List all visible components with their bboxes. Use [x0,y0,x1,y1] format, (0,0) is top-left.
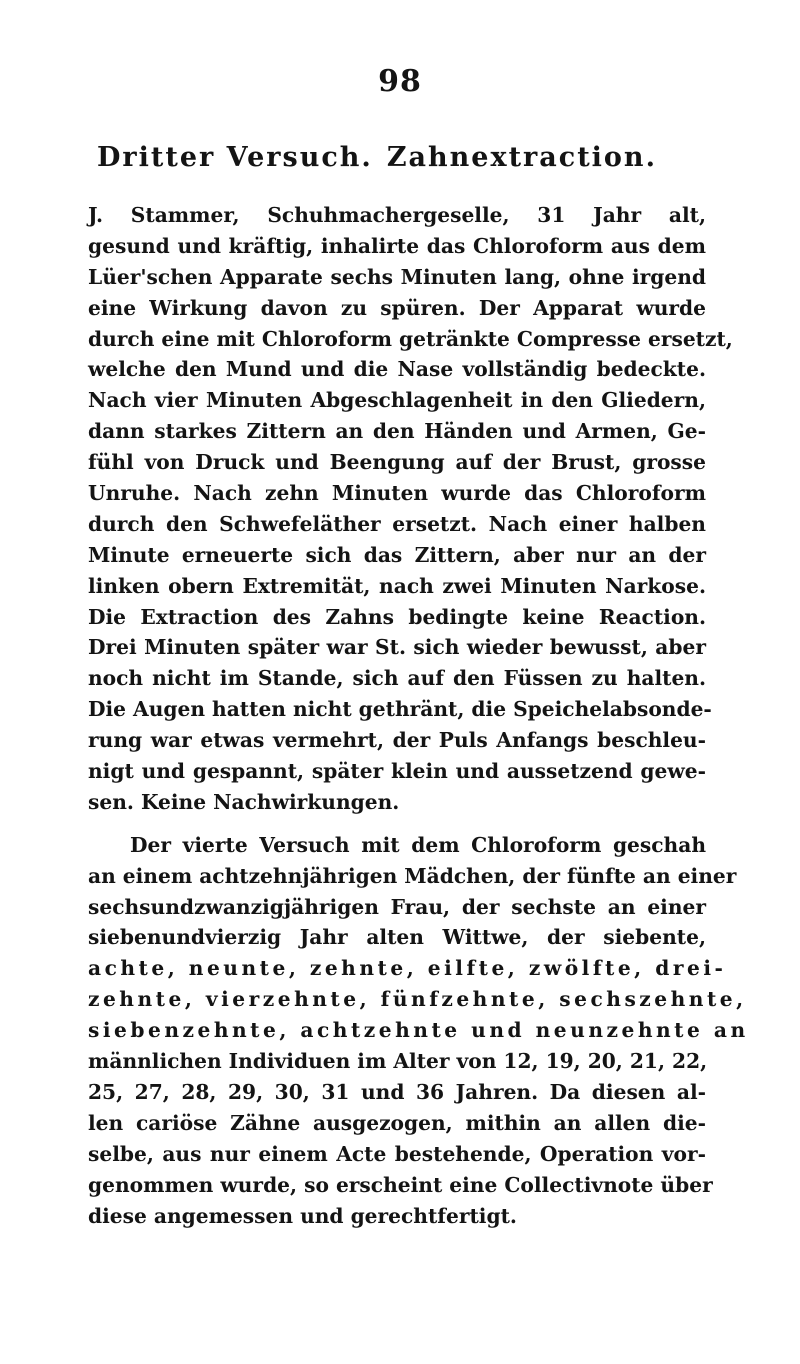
text-line: 25, 27, 28, 29, 30, 31 und 36 Jahren. Da diesen al- [88,1079,706,1104]
text-line: durch eine mit Chloroform getränkte Compresse ersetzt, [88,326,733,351]
body-text [88,200,749,1231]
text-line: Drei Minuten später war St. sich wieder bewusst, aber [88,635,706,660]
text-line: Die Extraction des Zahns bedingte keine Reaction. [88,604,706,629]
text-line: selbe, aus nur einem Acte bestehende, Operation vor- [88,1141,706,1166]
text-line: diese angemessen und gerechtfertigt. [88,1203,517,1228]
text-line: linken obern Extremität, nach zwei Minuten Narkose. [88,573,706,598]
text-line: J. Stammer, Schuhmachergeselle, 31 Jahr alt, [88,203,706,227]
section-heading [97,142,717,173]
page-number: 98 [378,64,422,99]
text-line: Die Augen hatten nicht gethränt, die Speichelabsonde- [88,697,712,722]
text-line: fühl von Druck und Beengung auf der Brust, grosse [88,450,706,475]
paragraph-further-experiments [88,830,749,1232]
heading-experiment: Dritter Versuch. [97,142,373,173]
text-line: gesund und kräftig, inhalirte das Chloroform aus dem [88,233,706,258]
text-line: an einem achtzehnjährigen Mädchen, der fünfte an einer [88,863,737,888]
text-line: welche den Mund und die Nase vollständig bedeckte. [88,357,706,382]
text-line: Minute erneuerte sich das Zittern, aber nur an der [88,542,706,567]
text-line: siebenzehnte, achtzehnte und neunzehnte an [88,1018,749,1043]
text-line: Der vierte Versuch mit dem Chloroform geschah [130,832,706,857]
text-line: Lüer'schen Apparate sechs Minuten lang, ohne irgend [88,264,706,289]
text-line: Unruhe. Nach zehn Minuten wurde das Chloroform [88,481,706,506]
paragraph-third-experiment [88,200,733,818]
text-line: Nach vier Minuten Abgeschlagenheit in den Gliedern, [88,388,706,413]
text-line: eine Wirkung davon zu spüren. Der Apparat wurde [88,295,706,320]
text-line: zehnte, vierzehnte, fünfzehnte, sechszehnte, [88,987,747,1012]
text-line: männlichen Individuen im Alter von 12, 19, 20, 21, 22, [88,1049,708,1074]
text-line: noch nicht im Stande, sich auf den Füssen zu halten. [88,666,706,691]
text-line: durch den Schwefeläther ersetzt. Nach einer halben [88,511,706,536]
text-line: sen. Keine Nachwirkungen. [88,789,400,814]
text-line: dann starkes Zittern an den Händen und Armen, Ge- [88,419,706,444]
text-line: sechsundzwanzigjährigen Frau, der sechste an einer [88,894,706,919]
text-line: len cariöse Zähne ausgezogen, mithin an allen die- [88,1110,706,1135]
text-line: rung war etwas vermehrt, der Puls Anfangs beschleu- [88,728,706,753]
text-line: achte, neunte, zehnte, eilfte, zwölfte, drei- [88,956,727,981]
text-line: siebenundvierzig Jahr alten Wittwe, der siebente, [88,925,706,950]
text-line: genommen wurde, so erscheint eine Collectivnote über [88,1172,713,1197]
heading-topic: Zahnextraction. [386,142,657,173]
text-line: nigt und gespannt, später klein und aussetzend gewe- [88,759,706,784]
